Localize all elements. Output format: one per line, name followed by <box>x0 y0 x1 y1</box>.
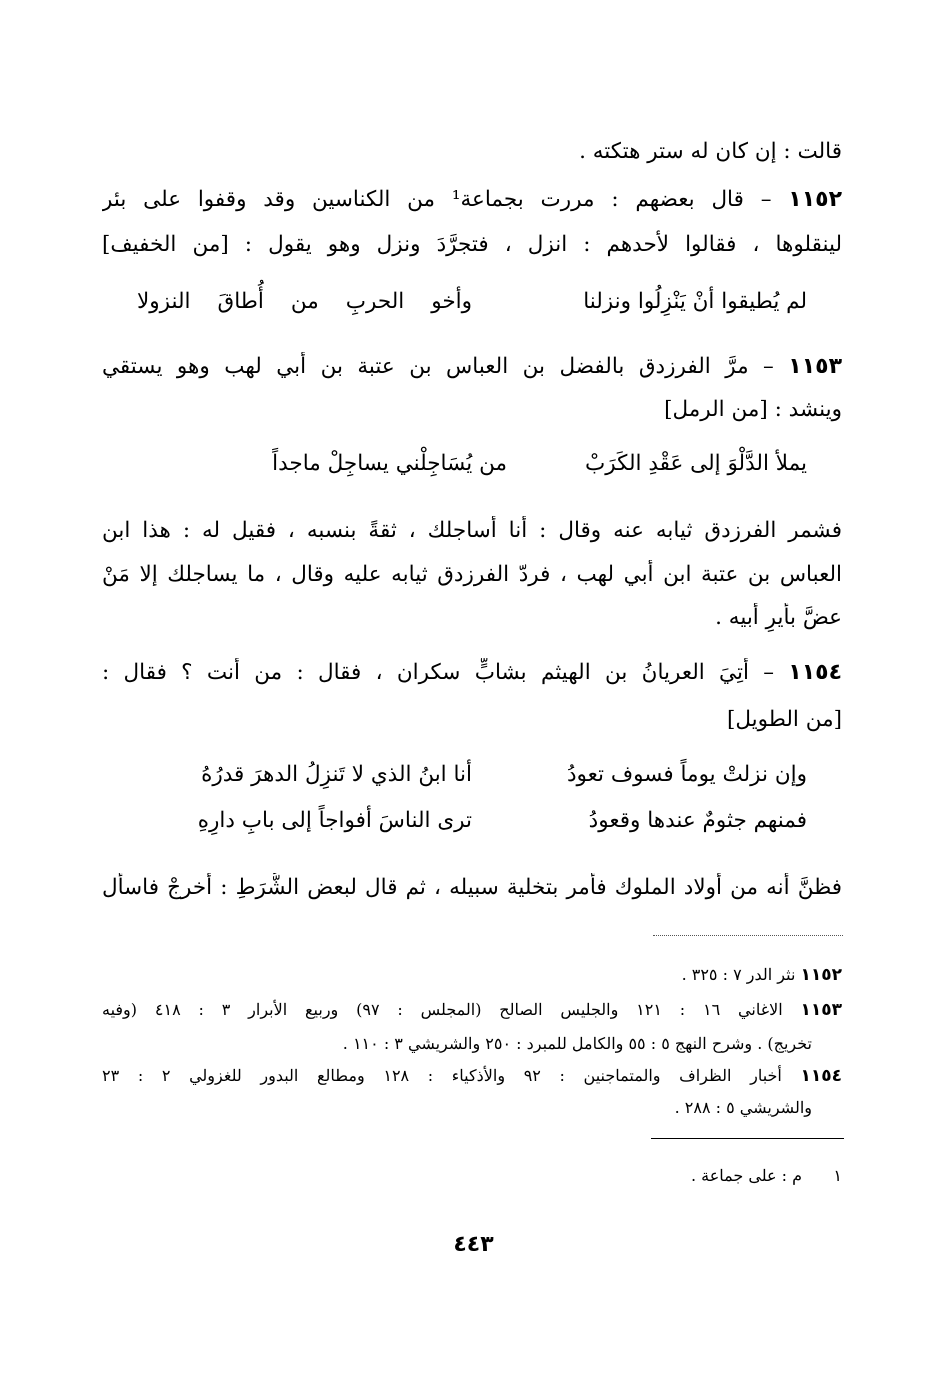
footnote-text: تخريج) . وشرح النهج ٥ : ٥٥ والكامل للمبرد : ٢٥٠ والشريشي ٣ : ١١٠ . <box>342 1034 812 1053</box>
footnote-1153 <box>102 998 842 1022</box>
note-mark: ١ <box>833 1166 842 1185</box>
entry-1154-line <box>102 658 842 688</box>
footnote-number: ١١٥٢ <box>800 965 842 985</box>
page-number: ٤٤٣ <box>453 1232 494 1257</box>
footnote-text: أخبار الظراف والمتماجنين : ٩٢ والأذكياء : ١٢٨ ومطالع البدور للغزولي ٢ : ٢٣ <box>102 1066 801 1085</box>
footnote-rule <box>651 1138 844 1139</box>
note-text: م : على جماعة . <box>690 1166 802 1185</box>
footnote-number: ١١٥٤ <box>800 1066 842 1086</box>
verse-hemistich-right: أنا ابنُ الذي لا تَنزِلُ الدهرَ قدرُهُ <box>201 762 472 787</box>
footnote-1154 <box>102 1064 842 1088</box>
verse-hemistich-left: وأخو الحربِ من أُطاقَ النزولا <box>137 289 472 314</box>
dotted-separator <box>653 935 843 936</box>
verse-hemistich-right: لم يُطيقوا أنْ يَنْزِلُوا ونزلنا <box>583 289 807 314</box>
text-line: العباس بن عتبة ابن أبي لهب ، فردّ الفرزدق ثيابه عليه وقال ، ما يساجلك إلا مَنْ <box>102 562 842 587</box>
text-line: فظنَّ أنه من أولاد الملوك فأمر بتخلية سبيله ، ثم قال لبعض الشُّرَطِ : أخرجْ فاسأل <box>102 875 842 900</box>
verse-hemistich-right: من يُسَاجِلْني يساجِلْ ماجداً <box>272 451 507 476</box>
text-line: [من الطويل] <box>726 707 842 732</box>
footnote-text: نثر الدر ٧ : ٣٢٥ . <box>681 965 801 984</box>
entry-1153-line <box>102 352 842 382</box>
footnote-text: والشريشي ٥ : ٢٨٨ . <box>674 1098 812 1117</box>
entry-number: ١١٥٢ <box>788 187 842 212</box>
entry-1152-line <box>102 185 842 215</box>
text-line: وينشد : [من الرمل] <box>664 397 842 422</box>
verse-hemistich-left: يملأ الدَّلْوَ إلى عَقْدِ الكَرَبْ <box>585 451 807 476</box>
verse-hemistich-left: وإن نزلتْ يوماً فسوف تعودُ <box>566 762 807 787</box>
text-line: عضَّ بأيرِ أبيه . <box>715 605 842 630</box>
variant-note <box>642 1164 842 1188</box>
entry-number: ١١٥٤ <box>788 660 842 685</box>
footnote-1152 <box>102 963 842 987</box>
text-line: فشمر الفرزدق ثيابه عنه وقال : أنا أساجلك ، ثقةً بنسبه ، فقيل له : هذا ابن <box>102 518 842 543</box>
entry-text: – أُتِيَ العريانُ بن الهيثم بشابٍّ سكران ، فقال : من أنت ؟ فقال : <box>102 660 789 685</box>
text-line: لينقلوها ، فقالوا لأحدهم : انزل ، فتجرَّدَ ونزل وهو يقول : [من الخفيف] <box>102 232 842 257</box>
verse-hemistich-right: ترى الناسَ أفواجاً إلى بابِ دارِهِ <box>197 808 472 833</box>
footnote-number: ١١٥٣ <box>800 1000 842 1020</box>
entry-text: – مرَّ الفرزدق بالفضل بن العباس بن عتبة بن أبي لهب وهو يستقي <box>102 354 789 379</box>
text-line: قالت : إن كان له ستر هتكته . <box>579 139 842 164</box>
entry-text: – قال بعضهم : مررت بجماعة¹ من الكناسين وقد وقفوا على بئر <box>102 187 789 212</box>
footnote-text: الاغاني ١٦ : ١٢١ والجليس الصالح (المجلس : ٩٧) وربيع الأبرار ٣ : ٤١٨ (وفيه <box>102 1000 801 1019</box>
entry-number: ١١٥٣ <box>788 354 842 379</box>
verse-hemistich-left: فمنهم جثومٌ عندها وقعودُ <box>588 808 807 833</box>
